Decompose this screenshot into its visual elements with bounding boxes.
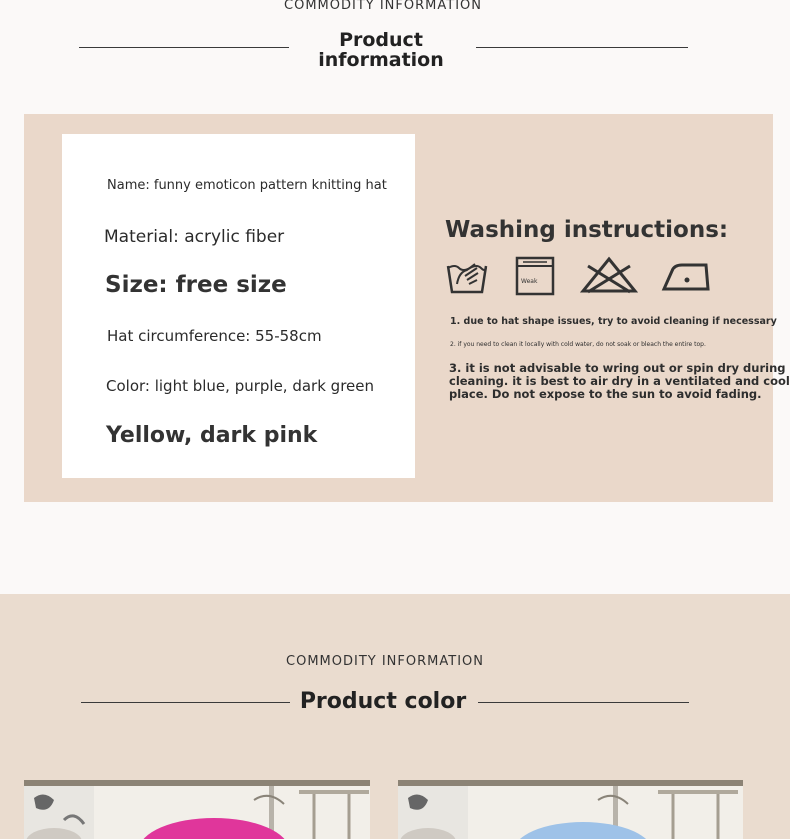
page-title-line1: Product	[339, 29, 423, 51]
page-title	[290, 30, 472, 70]
color-section-title: Product color	[299, 689, 467, 714]
no-bleach-icon	[580, 256, 638, 294]
divider-left	[79, 47, 289, 48]
spec-color: Color: light blue, purple, dark green	[106, 377, 375, 395]
dryer-weak-icon	[515, 256, 555, 296]
washing-note-3	[449, 362, 790, 401]
spec-name: Name: funny emoticon pattern knitting hat	[107, 178, 387, 193]
color-divider-left	[81, 702, 290, 703]
color-divider-right	[478, 702, 689, 703]
washing-note-2: 2. if you need to clean it locally with cold water, do not soak or bleach the entire top.	[450, 341, 706, 348]
spec-color-extra: Yellow, dark pink	[106, 423, 318, 448]
washing-note-3-line3: place. Do not expose to the sun to avoid fading.	[449, 387, 762, 401]
divider-right	[476, 47, 688, 48]
washing-note-1: 1. due to hat shape issues, try to avoid cleaning if necessary	[450, 316, 777, 327]
washing-note-3-line1: 3. it is not advisable to wring out or spin dry during	[449, 361, 786, 375]
dryer-weak-label: Weak	[521, 278, 538, 285]
section-kicker: COMMODITY INFORMATION	[284, 0, 482, 13]
spec-card	[62, 134, 415, 478]
product-photo-pink[interactable]	[24, 780, 370, 839]
product-photo-blue[interactable]	[398, 780, 743, 839]
iron-icon	[660, 259, 712, 293]
photo-blue-scene	[398, 780, 743, 839]
color-section-kicker: COMMODITY INFORMATION	[286, 654, 484, 669]
page-title-line2: information	[318, 49, 444, 71]
photo-pink-scene	[24, 780, 370, 839]
spec-size: Size: free size	[105, 272, 287, 298]
spec-material: Material: acrylic fiber	[104, 227, 285, 247]
washing-note-3-line2: cleaning. it is best to air dry in a ventilated and cool	[449, 374, 790, 388]
spec-circumference: Hat circumference: 55-58cm	[107, 327, 322, 345]
washing-title: Washing instructions:	[445, 217, 729, 243]
hand-wash-icon	[445, 256, 489, 296]
